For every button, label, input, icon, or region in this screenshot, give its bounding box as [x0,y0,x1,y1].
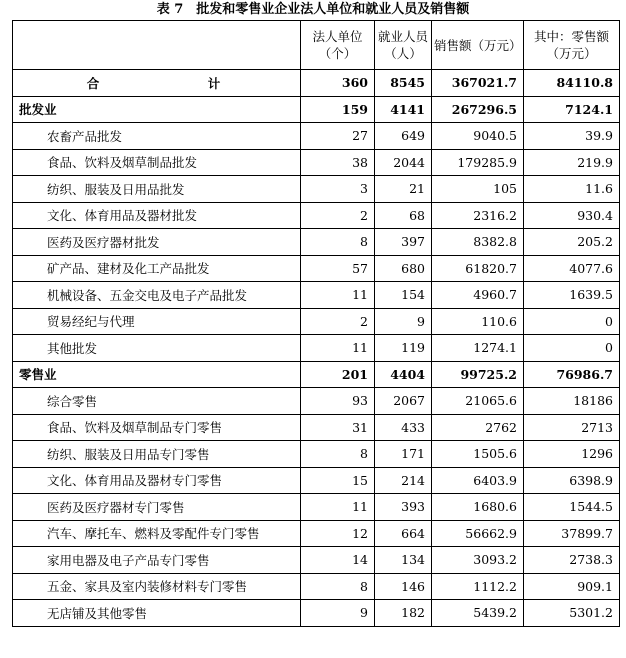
employees-cell: 649 [375,123,432,150]
units-cell: 360 [301,70,375,97]
table-row [13,600,620,627]
retail-cell: 2738.3 [524,547,620,574]
employees-cell: 154 [375,282,432,309]
table-row [13,361,620,388]
row-label: 纺织、服装及日用品批发 [13,176,301,203]
retail-cell: 5301.2 [524,600,620,627]
retail-cell: 1296 [524,441,620,468]
header-cell-employees: 就业人员（人） [375,21,432,70]
units-cell: 11 [301,335,375,362]
table-row [13,547,620,574]
table-row [13,441,620,468]
sales-cell: 3093.2 [432,547,524,574]
row-label: 食品、饮料及烟草制品专门零售 [13,414,301,441]
row-label: 纺织、服装及日用品专门零售 [13,441,301,468]
row-label: 五金、家具及室内装修材料专门零售 [13,573,301,600]
header-cell-category [13,21,301,70]
units-cell: 2 [301,308,375,335]
retail-cell: 39.9 [524,123,620,150]
row-label: 合 计 [13,70,301,97]
table-row [13,467,620,494]
employees-cell: 680 [375,255,432,282]
table-row [13,202,620,229]
row-label: 零售业 [13,361,301,388]
table-row [13,229,620,256]
table-title: 表 7 批发和零售业企业法人单位和就业人员及销售额 [156,2,470,17]
employees-cell: 433 [375,414,432,441]
sales-cell: 105 [432,176,524,203]
units-cell: 8 [301,229,375,256]
row-label: 矿产品、建材及化工产品批发 [13,255,301,282]
units-cell: 201 [301,361,375,388]
table-row [13,176,620,203]
sales-cell: 56662.9 [432,520,524,547]
table-row [13,308,620,335]
row-label: 食品、饮料及烟草制品批发 [13,149,301,176]
employees-cell: 664 [375,520,432,547]
row-label: 医药及医疗器材专门零售 [13,494,301,521]
retail-cell: 1544.5 [524,494,620,521]
units-cell: 12 [301,520,375,547]
retail-cell: 2713 [524,414,620,441]
units-cell: 159 [301,96,375,123]
table-row [13,335,620,362]
table-row [13,149,620,176]
table-row [13,255,620,282]
retail-cell: 219.9 [524,149,620,176]
sales-cell: 179285.9 [432,149,524,176]
sales-cell: 110.6 [432,308,524,335]
table-row [13,70,620,97]
sales-cell: 61820.7 [432,255,524,282]
row-label: 其他批发 [13,335,301,362]
retail-cell: 4077.6 [524,255,620,282]
employees-cell: 4404 [375,361,432,388]
employees-cell: 214 [375,467,432,494]
table-row [13,282,620,309]
employees-cell: 134 [375,547,432,574]
table-row [13,494,620,521]
units-cell: 9 [301,600,375,627]
retail-cell: 205.2 [524,229,620,256]
table-row [13,388,620,415]
retail-cell: 76986.7 [524,361,620,388]
row-label: 批发业 [13,96,301,123]
retail-cell: 909.1 [524,573,620,600]
employees-cell: 119 [375,335,432,362]
sales-cell: 267296.5 [432,96,524,123]
units-cell: 27 [301,123,375,150]
header-row [13,21,620,70]
retail-cell: 11.6 [524,176,620,203]
employees-cell: 2067 [375,388,432,415]
table-row [13,414,620,441]
header-cell-retail: 其中：零售额（万元） [524,21,620,70]
row-label: 农畜产品批发 [13,123,301,150]
row-label: 综合零售 [13,388,301,415]
sales-cell: 9040.5 [432,123,524,150]
units-cell: 8 [301,441,375,468]
units-cell: 11 [301,494,375,521]
units-cell: 3 [301,176,375,203]
employees-cell: 182 [375,600,432,627]
table-row [13,123,620,150]
employees-cell: 397 [375,229,432,256]
sales-cell: 4960.7 [432,282,524,309]
units-cell: 2 [301,202,375,229]
sales-cell: 8382.8 [432,229,524,256]
retail-cell: 84110.8 [524,70,620,97]
units-cell: 15 [301,467,375,494]
header-cell-units: 法人单位（个） [301,21,375,70]
retail-cell: 37899.7 [524,520,620,547]
employees-cell: 21 [375,176,432,203]
employees-cell: 2044 [375,149,432,176]
row-label: 文化、体育用品及器材专门零售 [13,467,301,494]
retail-cell: 0 [524,335,620,362]
sales-cell: 2316.2 [432,202,524,229]
retail-cell: 18186 [524,388,620,415]
table-row [13,96,620,123]
employees-cell: 8545 [375,70,432,97]
sales-cell: 1274.1 [432,335,524,362]
header-cell-sales: 销售额（万元） [432,21,524,70]
retail-cell: 7124.1 [524,96,620,123]
units-cell: 93 [301,388,375,415]
units-cell: 38 [301,149,375,176]
sales-cell: 5439.2 [432,600,524,627]
employees-cell: 171 [375,441,432,468]
row-label: 贸易经纪与代理 [13,308,301,335]
row-label: 家用电器及电子产品专门零售 [13,547,301,574]
retail-cell: 6398.9 [524,467,620,494]
employees-cell: 146 [375,573,432,600]
units-cell: 31 [301,414,375,441]
units-cell: 14 [301,547,375,574]
sales-cell: 1112.2 [432,573,524,600]
table-row [13,520,620,547]
units-cell: 8 [301,573,375,600]
sales-table [12,20,620,627]
sales-cell: 1505.6 [432,441,524,468]
sales-cell: 1680.6 [432,494,524,521]
row-label: 机械设备、五金交电及电子产品批发 [13,282,301,309]
sales-cell: 2762 [432,414,524,441]
sales-cell: 6403.9 [432,467,524,494]
retail-cell: 930.4 [524,202,620,229]
retail-cell: 0 [524,308,620,335]
employees-cell: 4141 [375,96,432,123]
employees-cell: 393 [375,494,432,521]
row-label: 文化、体育用品及器材批发 [13,202,301,229]
employees-cell: 9 [375,308,432,335]
table-row [13,573,620,600]
row-label: 无店铺及其他零售 [13,600,301,627]
sales-cell: 367021.7 [432,70,524,97]
retail-cell: 1639.5 [524,282,620,309]
units-cell: 57 [301,255,375,282]
units-cell: 11 [301,282,375,309]
sales-cell: 99725.2 [432,361,524,388]
row-label: 医药及医疗器材批发 [13,229,301,256]
sales-cell: 21065.6 [432,388,524,415]
row-label: 汽车、摩托车、燃料及零配件专门零售 [13,520,301,547]
employees-cell: 68 [375,202,432,229]
